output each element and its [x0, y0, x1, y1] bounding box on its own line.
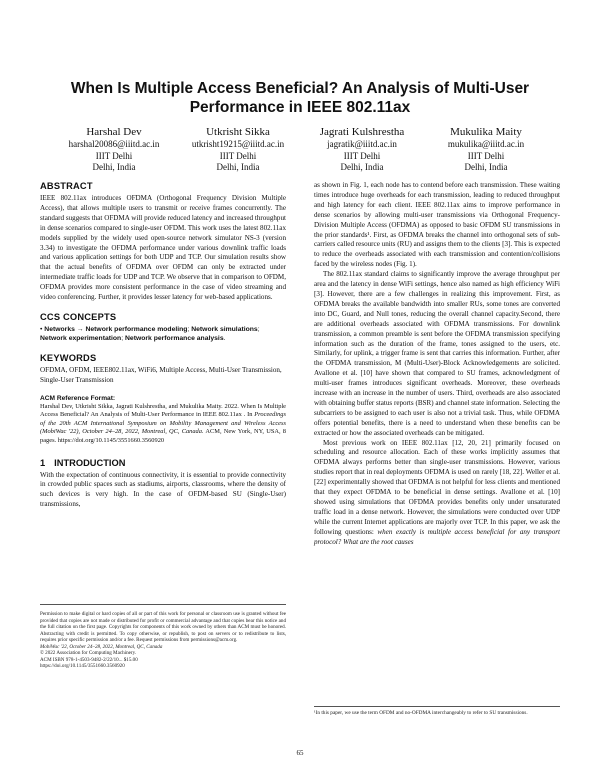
author-email: jagratik@iiitd.ac.in — [327, 139, 397, 149]
intro-paragraph: The 802.11ax standard claims to significantly improve the average throughput per area and the latency in dense WiFi settings, hence also named as high efficiency WiFi [3]. However, there are a few challenges in realizing this improvement. First, as OFDMA breaks the available bandwidth into smaller RUs, some tones are converted into DC, Guard, and Null tones, reducing the overall channel capacity.Second, there are additional overheads associated with OFDMA transmissions. For downlink transmission, a common preamble is sent before the OFDMA transmission specifying information such as the duration of the frame, tones assigned to the users, etc. Similarly, for uplink, a trigger frame is sent that carries this information. Further, after the OFDMA transmission, M (Multi-User)-Block Acknowledgements are solicited. Avallone et al. [10] have shown that compared to SU frames, acknowledgment of multi-user frames introduces significant overheads. Moreover, these overheads increase with an increase in the number of users. Third, overheads are also associated with obtaining buffer status reports (BSR) and channel state information. Selecting the subcarriers to be assigned to each user is also not a trivial task. Thus, while OFDMA offers potential benefits, there is a need to understand when these benefits can be extracted or how the associated overheads can be mitigated. — [314, 270, 560, 437]
conference-info: MobiWac '22, October 24–28, 2022, Montreal, QC, Canada — [40, 643, 163, 650]
author-block — [179, 126, 297, 174]
author-location: Delhi, India — [464, 162, 508, 172]
ccs-separator: ; — [121, 335, 125, 343]
ccs-term: Network simulations — [191, 325, 258, 333]
author-name: Jagrati Kulshrestha — [319, 126, 405, 138]
author-email: mukulika@iiitd.ac.in — [447, 139, 525, 149]
research-question: when exactly is multiple access beneficial for any transport protocol? What are the root causes — [314, 527, 561, 546]
permission-text: Permission to make digital or hard copies of all or part of this work for personal or classroom use is granted without fee provided that copies are not made or distributed for profit or commercial advantage and that copies bear this notice and the full citation on the first page. Copyrights for components of this work owned by others than ACM must be honored. Abstracting with credit is permitted. To copy otherwise, or republish, to post on servers or to redistribute to lists, requires prior specific permission and/or a fee. Request permissions from permissions@acm.org. — [40, 611, 286, 643]
ccs-term: Network performance analysis — [125, 335, 224, 343]
ccs-arrow: → — [74, 325, 86, 333]
abstract-heading: ABSTRACT — [40, 181, 93, 191]
title-line-2: Performance in IEEE 802.11ax — [189, 99, 411, 116]
author-name: Harshal Dev — [86, 126, 142, 138]
ccs-bullet: • — [40, 325, 43, 333]
intro-paragraph: as shown in Fig. 1, each node has to contend before each transmission. These waiting times introduce huge overheads for each transmission, leading to reduced throughput and high latency for each client. IEEE 802.11ax aims to improve performance in dense scenarios by allowing multi-user transmissions via Orthogonal Frequency-Division Multiple Access (OFDMA) as opposed to basic OFDM SU transmissions in the prior standards¹. First, as OFDMA breaks the channel into orthogonal sets of sub-carriers called resource units (RU) and assigns them to the clients [3]. This is expected to reduce the overheads associated with each transmission and contention/collisions faced by the wireless nodes (Fig. 1). — [314, 181, 560, 269]
reference-doi: ACM, New York, NY, USA, 8 pages. https://doi.org/10.1145/3551660.3560920 — [40, 428, 286, 444]
author-block — [55, 126, 173, 174]
section-number: 1 — [40, 457, 46, 468]
intro-paragraph-body: Most previous work on IEEE 802.11ax [12, 20, 21] primarily focused on scheduling and resource allocation. Each of these works implicitly assumes that OFDMA always performs better than single-user transmissions. However, various studies report that in real deployments OFDMA is used on rarely [18, 22]. Weller et al. [22] experimentally showed that OFDMA is not helpful for less clients and mentioned that they expect OFDMA to be beneficial in dense settings. Avallone et al. [10] showed using simulations that OFDMA provides benefits only under unsaturated traffic load in a dense network. However, the simulations were conducted over UDP while the current Internet applications are majorly over TCP. In this paper, we ask the following questions: — [314, 438, 560, 536]
author-location: Delhi, India — [340, 162, 384, 172]
author-block — [427, 126, 545, 174]
ccs-term: Networks — [44, 325, 75, 333]
title-line-1: When Is Multiple Access Beneficial? An Analysis of Multi-User — [70, 80, 530, 97]
ccs-separator: ; — [257, 325, 260, 333]
keywords-text: OFDMA, OFDM, IEEE802.11ax, WiFi6, Multiple Access, Multi-User Transmission, Single-User Transmission — [40, 365, 282, 384]
author-email: utkrisht19215@iiitd.ac.in — [191, 139, 285, 149]
introduction-section — [40, 458, 286, 511]
author-affiliation: IIIT Delhi — [467, 150, 505, 161]
intro-paragraph — [314, 439, 560, 548]
copyright-text: © 2022 Association for Computing Machinery. — [40, 650, 137, 656]
page-number: 65 — [296, 749, 304, 757]
isbn-text: ACM ISBN 978-1-4503-9482-2/22/10... $15.00 — [40, 656, 138, 663]
ccs-term: Network performance modeling — [85, 325, 188, 333]
ccs-heading: CCS CONCEPTS — [40, 311, 117, 322]
reference-part: Harshal Dev, Utkrisht Sikka, Jagrati Kulshrestha, and Mukulika Maity. 2022. When Is Multiple Access Beneficial? An Analysis of Multi-User Performance in IEEE 802.11ax . In — [40, 402, 286, 419]
doi-link[interactable]: https://doi.org/10.1145/3551660.3560920 — [40, 663, 125, 669]
author-name: Utkrisht Sikka — [206, 126, 270, 138]
reference-proceedings: Proceedings of the 20th ACM International Symposium on Mobility Management and Wireless Access (MobiWac '22), October 24–28, 2022, Montreal, QC, Canada. — [40, 411, 286, 436]
keywords-heading: KEYWORDS — [40, 352, 97, 363]
abstract-text: IEEE 802.11ax introduces OFDMA (Orthogonal Frequency Division Multiple Access), that allows multiple users to transmit or receive frames concurrently. The standard suggests that OFDMA will provide reduced latency and increased throughput in dense scenarios compared to single-user OFDM. This work uses the latest 802.11ax models supplied by the widely used open-source network simulator NS-3 (version 3.34) to investigate the OFDMA performance under various downlink traffic loads and various application settings for both UDP and TCP. Our simulation results show that the actual benefits of OFDMA over OFDM can only be extracted under intermediate traffic loads for UDP and TCP. We observe that in comparison to OFDM, OFDMA provides more consistent performance in the case of video streaming and video conferencing. Further, it provides lesser latency for web-based applications. — [40, 194, 286, 302]
author-location: Delhi, India — [92, 162, 136, 172]
author-list — [55, 126, 545, 174]
permission-block — [40, 604, 286, 670]
introduction-text: With the expectation of continuous connectivity, it is essential to provide connectivity in crowded public spaces such as stadiums, airports, classrooms, where the density of such devices is very high. In the case of OFDM-based SU (Single-User) transmissions, — [40, 470, 286, 509]
ccs-separator: ; — [187, 325, 192, 333]
introduction-heading — [40, 458, 286, 468]
author-affiliation: IIIT Delhi — [95, 150, 133, 161]
ccs-concepts — [40, 325, 286, 344]
author-block — [303, 126, 421, 174]
section-title: INTRODUCTION — [54, 457, 126, 468]
reference-format-heading: ACM Reference Format: — [40, 394, 116, 402]
right-column — [314, 181, 560, 548]
author-affiliation: IIIT Delhi — [219, 150, 257, 161]
author-affiliation: IIIT Delhi — [343, 150, 381, 161]
author-location: Delhi, India — [216, 162, 260, 172]
author-name: Mukulika Maity — [450, 126, 522, 138]
ccs-end: . — [223, 335, 226, 343]
left-column — [40, 181, 286, 510]
footnote-text: ¹In this paper, we use the term OFDM and no-OFDMA interchangeably to refer to SU transmissions. — [314, 710, 528, 716]
ccs-term: Network experimentation — [40, 335, 122, 343]
author-email: harshal20086@iiitd.ac.in — [68, 139, 160, 149]
reference-format-text — [40, 403, 286, 446]
footnote — [314, 706, 560, 717]
paper-title — [40, 79, 560, 117]
reference-format — [40, 395, 286, 446]
